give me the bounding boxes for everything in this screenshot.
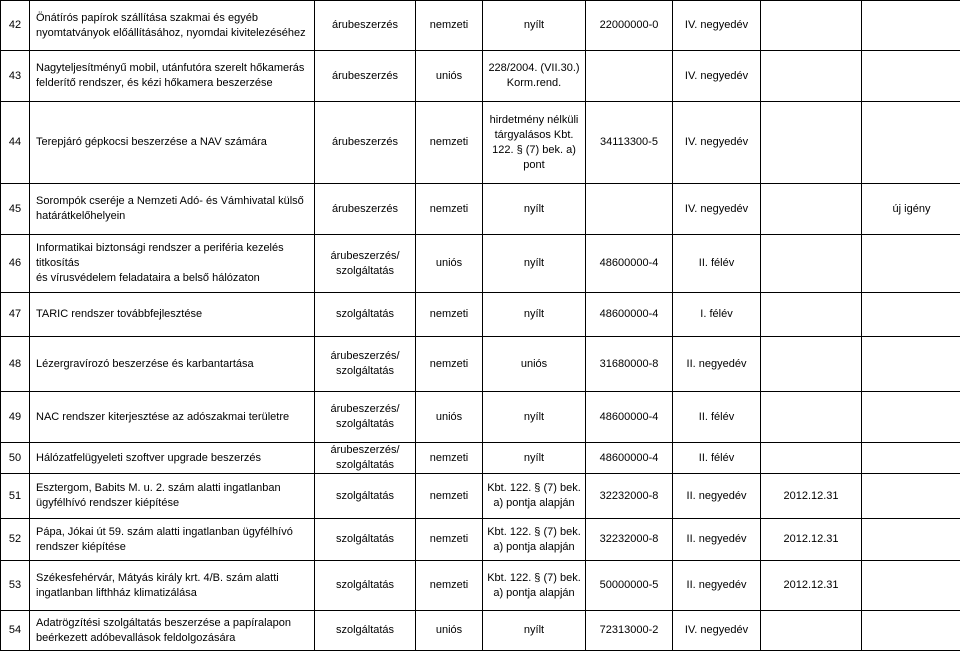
table-row — [1, 561, 960, 611]
row-procedure-cell — [483, 184, 586, 235]
row-type-cell — [315, 519, 416, 561]
row-description: Hálózatfelügyeleti szoftver upgrade beszerzés — [36, 452, 261, 464]
table-row — [1, 235, 960, 293]
row-number-cell — [1, 474, 30, 519]
row-number: 54 — [9, 624, 21, 636]
row-type: árubeszerzés — [332, 19, 398, 31]
row-number-cell — [1, 51, 30, 102]
row-number-cell — [1, 235, 30, 293]
row-number: 48 — [9, 358, 21, 370]
row-procedure-cell — [483, 235, 586, 293]
row-description: Nagyteljesítményű mobil, utánfutóra szerelt hőkamerás felderítő rendszer, és kézi hőkamera beszerzése — [36, 62, 304, 89]
row-cpv-cell — [586, 443, 673, 474]
row-cpv-cell — [586, 102, 673, 184]
row-cpv: 32232000-8 — [600, 490, 659, 502]
row-description-cell — [30, 392, 315, 443]
row-number-cell — [1, 611, 30, 651]
row-cpv: 32232000-8 — [600, 533, 659, 545]
row-period: II. félév — [699, 411, 734, 423]
row-note-cell — [862, 293, 960, 337]
row-note-cell — [862, 235, 960, 293]
row-type: árubeszerzés/ szolgáltatás — [330, 350, 399, 377]
row-scope-cell — [416, 293, 483, 337]
row-cpv: 22000000-0 — [600, 19, 659, 31]
row-type-cell — [315, 293, 416, 337]
row-type-cell — [315, 392, 416, 443]
row-procedure: nyílt — [524, 411, 544, 423]
row-number: 49 — [9, 411, 21, 423]
row-period-cell — [673, 392, 761, 443]
row-number-cell — [1, 184, 30, 235]
row-scope-cell — [416, 1, 483, 51]
row-scope: uniós — [436, 411, 462, 423]
row-cpv: 72313000-2 — [600, 624, 659, 636]
row-description-cell — [30, 561, 315, 611]
row-period: IV. negyedév — [685, 136, 748, 148]
row-description-cell — [30, 51, 315, 102]
row-scope: nemzeti — [430, 452, 469, 464]
row-type: szolgáltatás — [336, 490, 394, 502]
row-note-cell — [862, 611, 960, 651]
row-procedure-cell — [483, 337, 586, 392]
row-number-cell — [1, 337, 30, 392]
row-note-cell — [862, 443, 960, 474]
row-period: II. negyedév — [687, 490, 747, 502]
row-procedure-cell — [483, 561, 586, 611]
row-note-cell — [862, 1, 960, 51]
row-scope-cell — [416, 392, 483, 443]
row-date-cell — [761, 519, 862, 561]
row-type: árubeszerzés/ szolgáltatás — [330, 444, 399, 471]
row-procedure: nyílt — [524, 452, 544, 464]
row-scope: nemzeti — [430, 308, 469, 320]
row-scope-cell — [416, 611, 483, 651]
row-procedure-cell — [483, 519, 586, 561]
row-period-cell — [673, 293, 761, 337]
row-description: TARIC rendszer továbbfejlesztése — [36, 308, 202, 320]
row-scope-cell — [416, 443, 483, 474]
row-date-cell — [761, 474, 862, 519]
row-cpv: 48600000-4 — [600, 452, 659, 464]
row-period: IV. negyedév — [685, 70, 748, 82]
row-type-cell — [315, 1, 416, 51]
row-period-cell — [673, 1, 761, 51]
row-scope-cell — [416, 474, 483, 519]
row-number-cell — [1, 443, 30, 474]
row-number: 51 — [9, 490, 21, 502]
row-description-cell — [30, 1, 315, 51]
row-date-cell — [761, 184, 862, 235]
row-procedure: 228/2004. (VII.30.) Korm.rend. — [488, 62, 579, 89]
row-period: II. félév — [699, 452, 734, 464]
row-date-cell — [761, 337, 862, 392]
row-number: 50 — [9, 452, 21, 464]
row-date: 2012.12.31 — [783, 533, 838, 545]
row-description: Pápa, Jókai út 59. szám alatti ingatlanban ügyfélhívó rendszer kiépítése — [36, 526, 293, 553]
row-procedure-cell — [483, 1, 586, 51]
table-row — [1, 392, 960, 443]
row-cpv-cell — [586, 235, 673, 293]
row-procedure: uniós — [521, 358, 547, 370]
row-number-cell — [1, 102, 30, 184]
row-date-cell — [761, 235, 862, 293]
row-date-cell — [761, 611, 862, 651]
row-description: Önátírós papírok szállítása szakmai és egyéb nyomtatványok előállításához, nyomdai kivitelezéséhez — [36, 12, 306, 39]
row-scope: uniós — [436, 624, 462, 636]
row-type-cell — [315, 184, 416, 235]
row-cpv-cell — [586, 51, 673, 102]
table-row — [1, 184, 960, 235]
row-cpv: 48600000-4 — [600, 308, 659, 320]
row-description-cell — [30, 235, 315, 293]
row-note-cell — [862, 561, 960, 611]
row-description-cell — [30, 293, 315, 337]
row-procedure-cell — [483, 51, 586, 102]
row-scope: nemzeti — [430, 490, 469, 502]
row-type: szolgáltatás — [336, 308, 394, 320]
row-type-cell — [315, 51, 416, 102]
row-description: Adatrögzítési szolgáltatás beszerzése a papíralapon beérkezett adóbevallások feldolgozására — [36, 617, 291, 644]
row-period-cell — [673, 474, 761, 519]
row-period-cell — [673, 611, 761, 651]
row-scope-cell — [416, 184, 483, 235]
table-row — [1, 102, 960, 184]
row-description: NAC rendszer kiterjesztése az adószakmai területre — [36, 411, 289, 423]
row-date-cell — [761, 293, 862, 337]
row-procedure: nyílt — [524, 624, 544, 636]
row-scope-cell — [416, 102, 483, 184]
table-row — [1, 474, 960, 519]
row-procedure: hirdetmény nélküli tárgyalásos Kbt. 122. § (7) bek. a) pont — [490, 114, 579, 171]
row-note-cell — [862, 474, 960, 519]
row-period: II. negyedév — [687, 358, 747, 370]
row-period-cell — [673, 51, 761, 102]
row-scope: nemzeti — [430, 533, 469, 545]
row-description-cell — [30, 102, 315, 184]
row-procedure-cell — [483, 293, 586, 337]
row-cpv-cell — [586, 561, 673, 611]
table-row — [1, 443, 960, 474]
row-scope: uniós — [436, 70, 462, 82]
row-cpv: 50000000-5 — [600, 579, 659, 591]
row-period-cell — [673, 337, 761, 392]
row-date-cell — [761, 1, 862, 51]
row-period-cell — [673, 184, 761, 235]
row-period: I. félév — [700, 308, 732, 320]
row-description: Esztergom, Babits M. u. 2. szám alatti ingatlanban ügyfélhívó rendszer kiépítése — [36, 482, 281, 509]
row-period: IV. negyedév — [685, 624, 748, 636]
row-note: új igény — [893, 203, 931, 215]
row-type: árubeszerzés — [332, 203, 398, 215]
row-procedure-cell — [483, 611, 586, 651]
row-description-cell — [30, 519, 315, 561]
row-procedure-cell — [483, 443, 586, 474]
row-scope-cell — [416, 235, 483, 293]
row-period: II. negyedév — [687, 533, 747, 545]
row-description-cell — [30, 337, 315, 392]
row-number: 52 — [9, 533, 21, 545]
row-note-cell — [862, 519, 960, 561]
row-cpv-cell — [586, 184, 673, 235]
row-cpv-cell — [586, 1, 673, 51]
row-scope: nemzeti — [430, 579, 469, 591]
row-date-cell — [761, 392, 862, 443]
row-date-cell — [761, 51, 862, 102]
row-procedure-cell — [483, 102, 586, 184]
row-number-cell — [1, 392, 30, 443]
row-description-cell — [30, 184, 315, 235]
row-type-cell — [315, 443, 416, 474]
row-cpv-cell — [586, 474, 673, 519]
table-row — [1, 519, 960, 561]
row-cpv-cell — [586, 392, 673, 443]
row-note-cell — [862, 392, 960, 443]
row-number-cell — [1, 561, 30, 611]
row-date-cell — [761, 561, 862, 611]
row-description: Sorompók cseréje a Nemzeti Adó- és Vámhivatal külső határátkelőhelyein — [36, 195, 304, 222]
row-note-cell — [862, 51, 960, 102]
row-period: IV. negyedév — [685, 203, 748, 215]
row-scope: nemzeti — [430, 203, 469, 215]
row-type: szolgáltatás — [336, 579, 394, 591]
row-date-cell — [761, 102, 862, 184]
row-period-cell — [673, 443, 761, 474]
row-number: 47 — [9, 308, 21, 320]
row-scope: nemzeti — [430, 358, 469, 370]
row-number-cell — [1, 293, 30, 337]
table-row — [1, 293, 960, 337]
row-description-cell — [30, 443, 315, 474]
row-procedure: nyílt — [524, 203, 544, 215]
row-period-cell — [673, 235, 761, 293]
row-period: IV. negyedév — [685, 19, 748, 31]
row-type: árubeszerzés — [332, 136, 398, 148]
row-description-cell — [30, 611, 315, 651]
row-scope-cell — [416, 519, 483, 561]
row-type: szolgáltatás — [336, 533, 394, 545]
row-scope: uniós — [436, 257, 462, 269]
row-description: Székesfehérvár, Mátyás király krt. 4/B. szám alatti ingatlanban lifthház klimatizálása — [36, 572, 279, 599]
row-type-cell — [315, 102, 416, 184]
row-procedure: Kbt. 122. § (7) bek. a) pontja alapján — [487, 526, 581, 553]
row-number: 42 — [9, 19, 21, 31]
row-cpv: 48600000-4 — [600, 257, 659, 269]
row-description: Terepjáró gépkocsi beszerzése a NAV számára — [36, 136, 267, 148]
row-number-cell — [1, 519, 30, 561]
row-note-cell — [862, 102, 960, 184]
row-procedure: Kbt. 122. § (7) bek. a) pontja alapján — [487, 572, 581, 599]
row-cpv: 31680000-8 — [600, 358, 659, 370]
row-number: 44 — [9, 136, 21, 148]
row-cpv: 48600000-4 — [600, 411, 659, 423]
row-type-cell — [315, 474, 416, 519]
row-scope-cell — [416, 51, 483, 102]
row-description-cell — [30, 474, 315, 519]
row-type-cell — [315, 611, 416, 651]
table-row — [1, 51, 960, 102]
row-cpv-cell — [586, 293, 673, 337]
row-type-cell — [315, 561, 416, 611]
row-date: 2012.12.31 — [783, 490, 838, 502]
row-type: szolgáltatás — [336, 624, 394, 636]
row-number: 45 — [9, 203, 21, 215]
table-row — [1, 611, 960, 651]
row-scope-cell — [416, 337, 483, 392]
row-procedure-cell — [483, 474, 586, 519]
row-description: Informatikai biztonsági rendszer a periféria kezelés titkosítás és vírusvédelem feladataira a belső hálózaton — [36, 242, 284, 284]
row-note-cell — [862, 337, 960, 392]
row-procedure: nyílt — [524, 308, 544, 320]
row-scope: nemzeti — [430, 19, 469, 31]
row-period-cell — [673, 561, 761, 611]
row-number-cell — [1, 1, 30, 51]
row-type: árubeszerzés — [332, 70, 398, 82]
table-row — [1, 337, 960, 392]
row-type: árubeszerzés/ szolgáltatás — [330, 250, 399, 277]
row-period-cell — [673, 102, 761, 184]
row-cpv-cell — [586, 519, 673, 561]
row-type: árubeszerzés/ szolgáltatás — [330, 403, 399, 430]
row-number: 43 — [9, 70, 21, 82]
row-cpv-cell — [586, 611, 673, 651]
row-procedure: nyílt — [524, 19, 544, 31]
row-date-cell — [761, 443, 862, 474]
row-note-cell — [862, 184, 960, 235]
row-procedure: Kbt. 122. § (7) bek. a) pontja alapján — [487, 482, 581, 509]
row-scope: nemzeti — [430, 136, 469, 148]
row-procedure-cell — [483, 392, 586, 443]
row-period: II. félév — [699, 257, 734, 269]
table-row — [1, 1, 960, 51]
row-date: 2012.12.31 — [783, 579, 838, 591]
row-description: Lézergravírozó beszerzése és karbantartása — [36, 358, 254, 370]
row-procedure: nyílt — [524, 257, 544, 269]
row-type-cell — [315, 337, 416, 392]
row-period-cell — [673, 519, 761, 561]
row-cpv-cell — [586, 337, 673, 392]
row-number: 53 — [9, 579, 21, 591]
row-type-cell — [315, 235, 416, 293]
row-number: 46 — [9, 257, 21, 269]
row-period: II. negyedév — [687, 579, 747, 591]
row-scope-cell — [416, 561, 483, 611]
row-cpv: 34113300-5 — [600, 136, 658, 148]
